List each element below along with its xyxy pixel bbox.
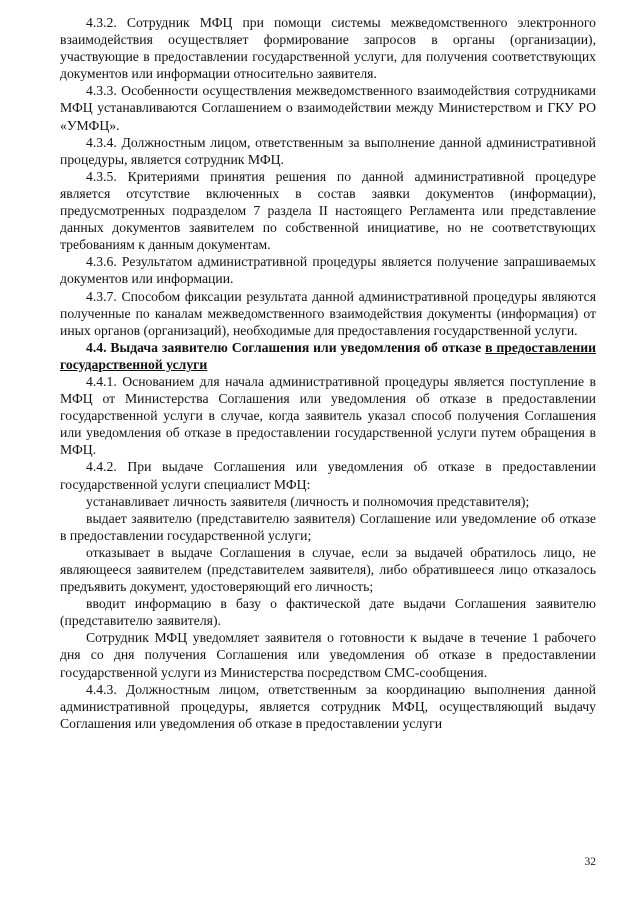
document-page [60,14,596,732]
paragraph-4-3-6: 4.3.6. Результатом административной процедуры является получение запрашиваемых документов или информации. [60,254,596,287]
list-item-refuse: отказывает в выдаче Соглашения в случае, если за выдачей обратилось лицо, не являющееся заявителем (представителем заявителя), либо обратившееся лицо отказалось предъявить документ, удостоверяющий его личность; [60,544,596,595]
section-heading-4-4 [60,339,596,373]
paragraph-4-4-1: 4.4.1. Основанием для начала административной процедуры является поступление в МФЦ от Министерства Соглашения или уведомления об отказе в предоставлении государственной услуги в случае, когда заявитель указал способ получения Соглашения или уведомления об отказе в предоставлении государственной услуги путем обращения в МФЦ. [60,373,596,458]
section-heading-lead: 4.4. Выдача заявителю Соглашения или уведомления об отказе [86,339,486,355]
list-item-record: вводит информацию в базу о фактической дате выдачи Соглашения заявителю (представителю заявителя). [60,596,596,629]
paragraph-4-3-7: 4.3.7. Способом фиксации результата данной административной процедуры являются полученные по каналам межведомственного взаимодействия документы (информация) от иных органов (организаций), необходимые для предоставления государственной услуги. [60,288,596,338]
paragraph-4-4-3: 4.4.3. Должностным лицом, ответственным за координацию выполнения данной административной процедуры, является сотрудник МФЦ, осуществляющий выдачу Соглашения или уведомления об отказе в предоставлении услуги [60,681,596,731]
paragraph-notify: Сотрудник МФЦ уведомляет заявителя о готовности к выдаче в течение 1 рабочего дня со дня получения Соглашения или уведомления об отказе в предоставлении государственной услуги из Министерства посредством СМС-сообщения. [60,630,596,680]
paragraph-4-3-4: 4.3.4. Должностным лицом, ответственным за выполнение данной административной процедуры, является сотрудник МФЦ. [60,134,596,167]
paragraph-4-3-2: 4.3.2. Сотрудник МФЦ при помощи системы межведомственного электронного взаимодействия осуществляет формирование запросов в органы (организации), участвующие в предоставлении государственной услуги, для получения соответствующих документов или информации относительно заявителя. [60,15,596,82]
paragraph-4-3-3: 4.3.3. Особенности осуществления межведомственного взаимодействия сотрудниками МФЦ устанавливаются Соглашением о взаимодействии между Министерством и ГКУ РО «УМФЦ». [60,83,596,133]
paragraph-4-3-5: 4.3.5. Критериями принятия решения по данной административной процедуре является отсутствие включенных в состав заявки документов (информации), предусмотренных подразделом 7 раздела II настоящего Регламента или представление данных документов заявителем по собственной инициативе, но не соответствующих требованиям к данным документам. [60,168,596,253]
paragraph-4-4-2: 4.4.2. При выдаче Соглашения или уведомления об отказе в предоставлении государственной услуги специалист МФЦ: [60,459,596,492]
page-number: 32 [584,856,596,868]
section-heading-underlined: в предоставлении государственной услуги [60,339,596,372]
list-item-identify: устанавливает личность заявителя (личность и полномочия представителя); [86,493,530,509]
list-item-issue: выдает заявителю (представителю заявителя) Соглашение или уведомление об отказе в предоставлении государственной услуги; [60,510,596,543]
